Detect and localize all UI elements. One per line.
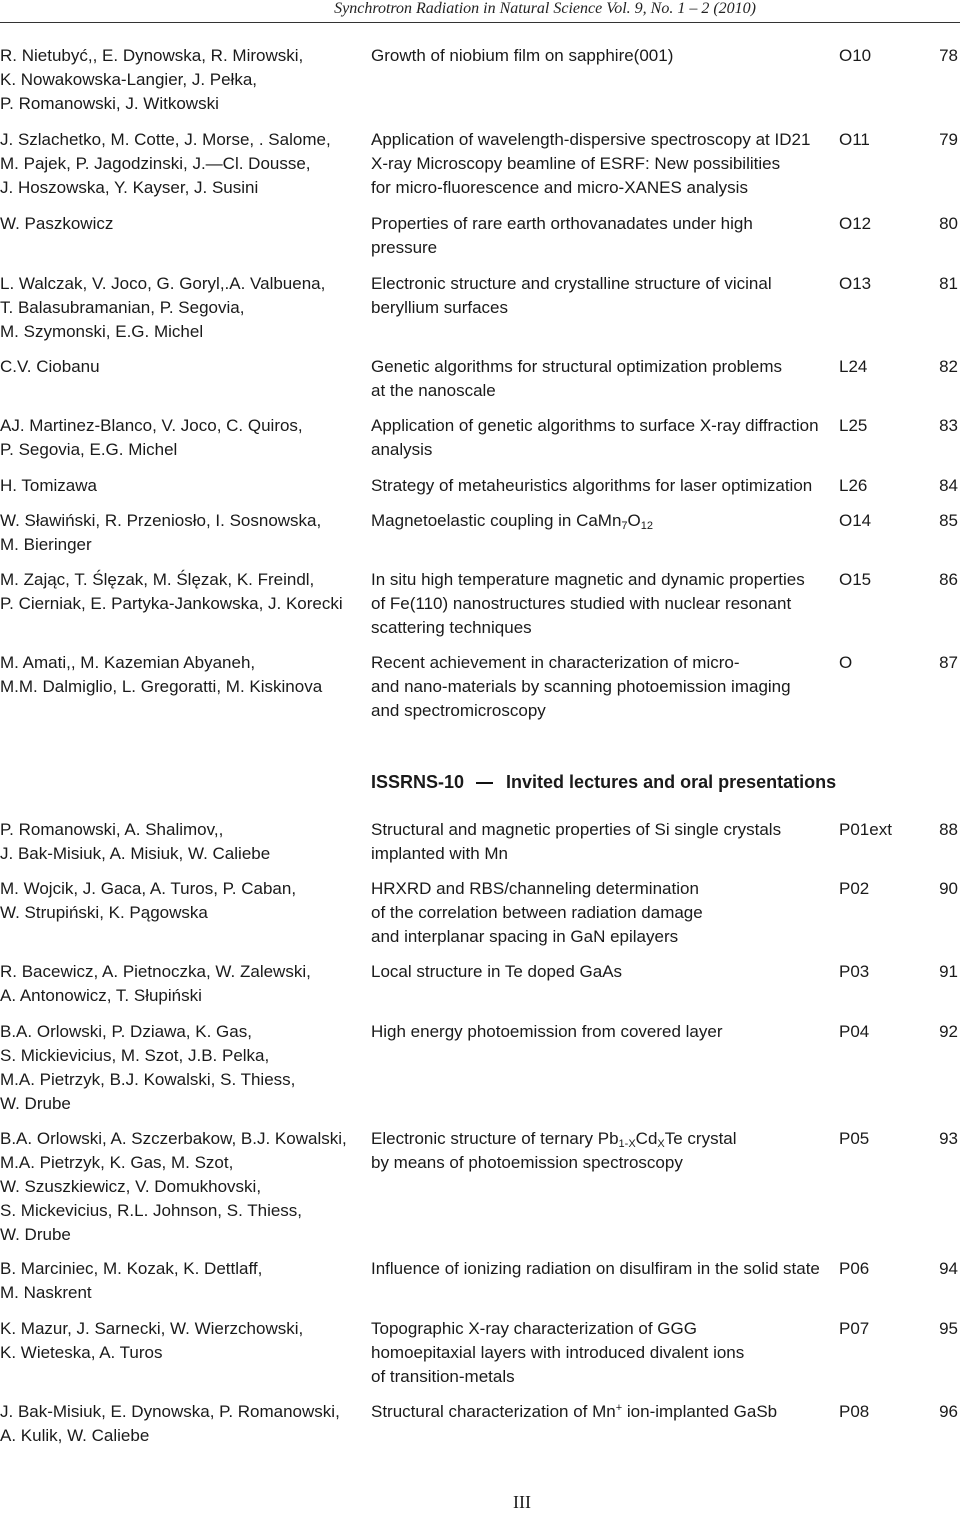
subscript-text: 12: [640, 520, 654, 532]
title-fragment: Cd: [635, 1129, 658, 1148]
entry-authors: M. Zając, T. Ślęzak, M. Ślęzak, K. Freindl, P. Cierniak, E. Partyka-Jankowska, J. Korecki: [0, 570, 343, 613]
entry-title: Genetic algorithms for structural optimization problems at the nanoscale: [371, 357, 782, 400]
entry-page-number: 91: [939, 962, 958, 981]
entry-code: P06: [839, 1259, 870, 1278]
entry-authors: P. Romanowski, A. Shalimov,, J. Bak-Misiuk, A. Misiuk, W. Caliebe: [0, 820, 271, 863]
entry-title: Recent achievement in characterization of micro- and nano-materials by scanning photoemission imaging and spectromicroscopy: [371, 653, 791, 720]
entry-title: Topographic X-ray characterization of GGG homoepitaxial layers with introduced divalent ions of transition-metals: [371, 1319, 745, 1386]
entry-code: O14: [839, 511, 872, 530]
entry-code: P03: [839, 962, 870, 981]
entry-page-number: 86: [939, 570, 958, 589]
title-fragment: Structural characterization of Mn: [371, 1402, 616, 1421]
title-fragment: ion-implanted GaSb: [622, 1402, 778, 1421]
entry-code: P04: [839, 1022, 870, 1041]
entry-title: Properties of rare earth orthovanadates under high pressure: [371, 214, 753, 257]
entry-page-number: 96: [939, 1402, 958, 1421]
entry-title: Growth of niobium film on sapphire(001): [371, 46, 674, 65]
entry-title: In situ high temperature magnetic and dynamic properties of Fe(110) nanostructures studied with nuclear resonant scattering techniques: [371, 570, 805, 637]
entry-code: L24: [839, 357, 868, 376]
page-number: III: [513, 1492, 531, 1512]
entry-authors: W. Paszkowicz: [0, 214, 114, 233]
entry-page-number: 84: [939, 476, 958, 495]
subscript-text: X: [657, 1138, 665, 1150]
entry-code: O10: [839, 46, 872, 65]
entry-code: P08: [839, 1402, 870, 1421]
entry-title: High energy photoemission from covered layer: [371, 1022, 723, 1041]
entry-authors: H. Tomizawa: [0, 476, 97, 495]
entry-code: O13: [839, 274, 872, 293]
title-fragment: Electronic structure of ternary Pb: [371, 1129, 619, 1148]
entry-authors: M. Wojcik, J. Gaca, A. Turos, P. Caban, W. Strupiński, K. Pągowska: [0, 879, 297, 922]
entry-page-number: 82: [939, 357, 958, 376]
entry-authors: J. Bak-Misiuk, E. Dynowska, P. Romanowski, A. Kulik, W. Caliebe: [0, 1402, 340, 1445]
entry-title: Influence of ionizing radiation on disulfiram in the solid state: [371, 1259, 820, 1278]
entry-title: Structural and magnetic properties of Si single crystals implanted with Mn: [371, 820, 782, 863]
entry-code: P01ext: [839, 820, 892, 839]
entry-authors: J. Szlachetko, M. Cotte, J. Morse, . Salome, M. Pajek, P. Jagodzinski, J.—Cl. Dousse, J. Hoszowska, Y. Kayser, J. Susini: [0, 130, 331, 197]
entry-page-number: 79: [939, 130, 958, 149]
entry-code: P02: [839, 879, 870, 898]
entry-page-number: 88: [939, 820, 958, 839]
entry-title: Application of genetic algorithms to surface X-ray diffraction analysis: [371, 416, 819, 459]
entry-authors: B.A. Orlowski, A. Szczerbakow, B.J. Kowalski, M.A. Pietrzyk, K. Gas, M. Szot, W. Szuszkiewicz, V. Domukhovski, S. Mickevicius, R.L. Johnson, S. Thiess, W. Drube: [0, 1129, 347, 1244]
entry-code: L26: [839, 476, 868, 495]
entry-page-number: 87: [939, 653, 958, 672]
subscript-text: 7: [621, 520, 628, 532]
entry-code: L25: [839, 416, 868, 435]
entry-code: O12: [839, 214, 872, 233]
entry-authors: R. Nietubyć,, E. Dynowska, R. Mirowski, K. Nowakowska-Langier, J. Pełka, P. Romanowski, J. Witkowski: [0, 46, 304, 113]
entry-page-number: 78: [939, 46, 958, 65]
entry-authors: B.A. Orlowski, P. Dziawa, K. Gas, S. Mickievicius, M. Szot, J.B. Pelka, M.A. Pietrzyk, B.J. Kowalski, S. Thiess, W. Drube: [0, 1022, 296, 1113]
entry-authors: B. Marciniec, M. Kozak, K. Dettlaff, M. Naskrent: [0, 1259, 263, 1302]
entry-authors: W. Sławiński, R. Przeniosło, I. Sosnowska, M. Bieringer: [0, 511, 322, 554]
journal-title: Synchrotron Radiation in Natural Science Vol. 9, No. 1 – 2 (2010): [334, 0, 756, 17]
entry-code: P05: [839, 1129, 870, 1148]
entry-page-number: 92: [939, 1022, 958, 1041]
entry-title: [371, 1127, 831, 1175]
section-heading: [371, 772, 836, 793]
entry-page-number: 93: [939, 1129, 958, 1148]
entry-title: Application of wavelength-dispersive spectroscopy at ID21 X-ray Microscopy beamline of ESRF: New possibilities for micro-fluorescence and micro-XANES analysis: [371, 130, 811, 197]
entry-code: O: [839, 653, 853, 672]
entry-authors: R. Bacewicz, A. Pietnoczka, W. Zalewski, A. Antonowicz, T. Słupiński: [0, 962, 311, 1005]
title-fragment: Magnetoelastic coupling in CaMn: [371, 511, 622, 530]
entry-title: [371, 1400, 831, 1424]
entry-title: Strategy of metaheuristics algorithms for laser optimization: [371, 476, 813, 495]
entry-authors: L. Walczak, V. Joco, G. Goryl,.A. Valbuena, T. Balasubramanian, P. Segovia, M. Szymonski, E.G. Michel: [0, 274, 326, 341]
entry-page-number: 81: [939, 274, 958, 293]
title-fragment: by means of photoemission spectroscopy: [371, 1153, 683, 1172]
entry-page-number: 83: [939, 416, 958, 435]
entry-code: P07: [839, 1319, 870, 1338]
entry-authors: AJ. Martinez-Blanco, V. Joco, C. Quiros, P. Segovia, E.G. Michel: [0, 416, 303, 459]
entry-code: O11: [839, 130, 870, 149]
entry-code: O15: [839, 570, 872, 589]
entry-page-number: 85: [939, 511, 958, 530]
superscript-text: +: [615, 1402, 623, 1414]
entry-page-number: 94: [939, 1259, 958, 1278]
entry-title: Electronic structure and crystalline structure of vicinal beryllium surfaces: [371, 274, 772, 317]
entry-title: [371, 509, 831, 533]
section-heading-right: Invited lectures and oral presentations: [506, 772, 837, 792]
title-fragment: O: [627, 511, 641, 530]
entry-title: HRXRD and RBS/channeling determination of the correlation between radiation damage and interplanar spacing in GaN epilayers: [371, 879, 703, 946]
entry-authors: M. Amati,, M. Kazemian Abyaneh, M.M. Dalmiglio, L. Gregoratti, M. Kiskinova: [0, 653, 323, 696]
entry-page-number: 80: [939, 214, 958, 233]
subscript-text: 1-X: [618, 1138, 636, 1150]
entry-authors: K. Mazur, J. Sarnecki, W. Wierzchowski, K. Wieteska, A. Turos: [0, 1319, 304, 1362]
section-heading-left: ISSRNS-10: [371, 772, 465, 792]
title-fragment: Te crystal: [664, 1129, 737, 1148]
entry-authors: C.V. Ciobanu: [0, 357, 100, 376]
entry-title: Local structure in Te doped GaAs: [371, 962, 623, 981]
entry-page-number: 95: [939, 1319, 958, 1338]
entry-page-number: 90: [939, 879, 958, 898]
section-dash: [476, 782, 493, 784]
